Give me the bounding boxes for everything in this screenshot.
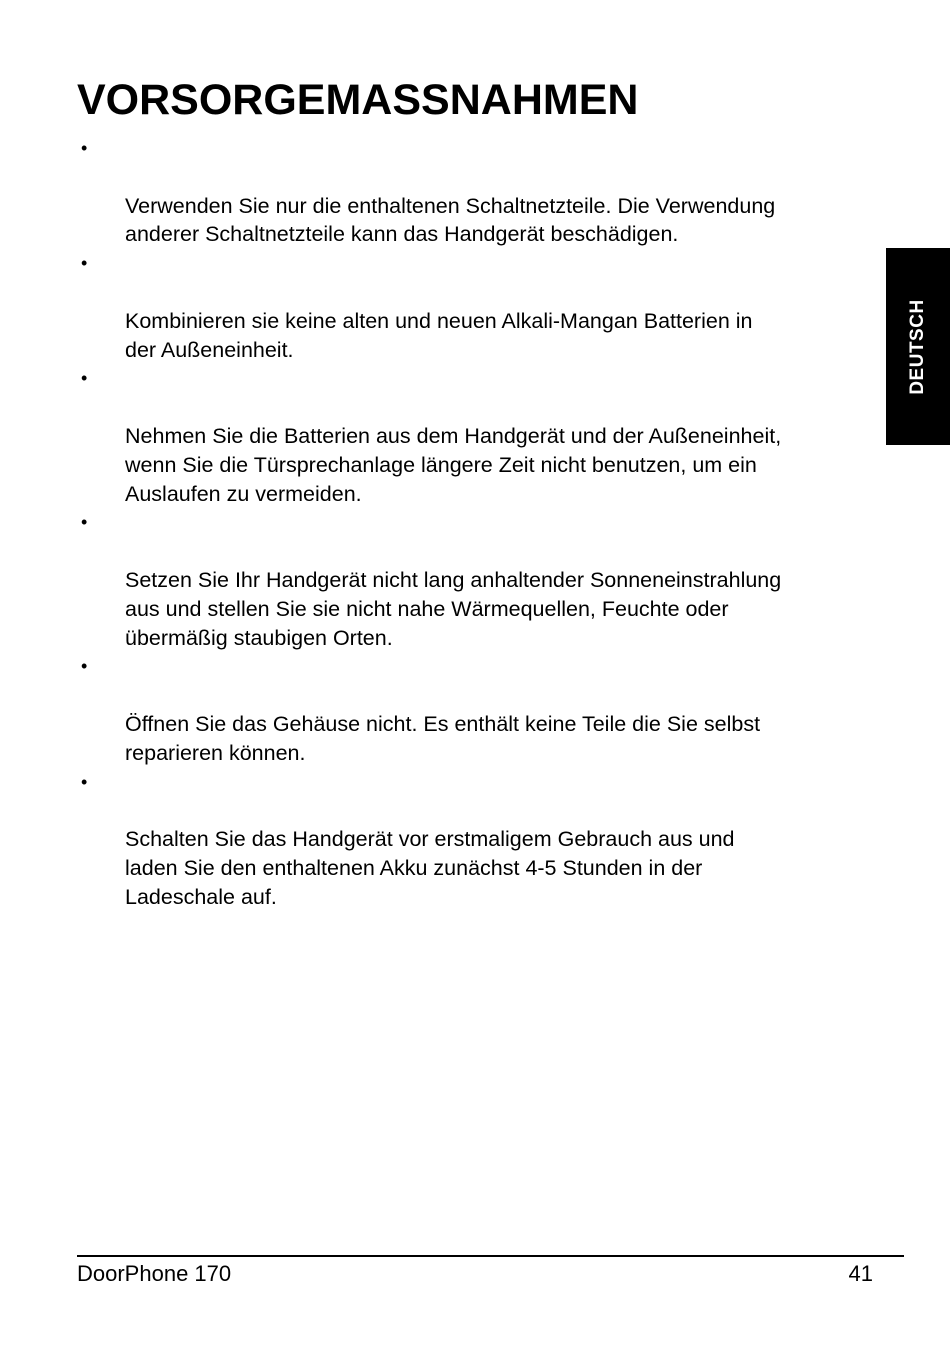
language-tab-label: DEUTSCH bbox=[907, 298, 928, 395]
list-item bbox=[77, 249, 877, 364]
list-item-text: Setzen Sie Ihr Handgerät nicht lang anhaltender Sonneneinstrahlung aus und stellen Sie sie nicht nahe Wärmequellen, Feuchte oder übermäßig staubigen Orten. bbox=[125, 567, 782, 650]
language-tab bbox=[886, 248, 950, 445]
bullet-icon: • bbox=[81, 512, 88, 533]
list-item bbox=[77, 652, 877, 767]
list-item bbox=[77, 134, 877, 249]
precautions-list bbox=[77, 134, 877, 912]
list-item-text: Schalten Sie das Handgerät vor erstmaligem Gebrauch aus und laden Sie den enthaltenen Akku zunächst 4-5 Stunden in der Ladeschale auf. bbox=[125, 827, 735, 909]
bullet-icon: • bbox=[81, 656, 88, 677]
bullet-icon: • bbox=[81, 368, 88, 389]
footer-divider bbox=[77, 1255, 904, 1257]
list-item bbox=[77, 768, 877, 912]
list-item-text: Öffnen Sie das Gehäuse nicht. Es enthält keine Teile die Sie selbst reparieren können. bbox=[125, 711, 761, 765]
bullet-icon: • bbox=[81, 253, 88, 274]
list-item-text: Nehmen Sie die Batterien aus dem Handgerät und der Außeneinheit, wenn Sie die Türsprechanlage längere Zeit nicht benutzen, um ein Auslaufen zu vermeiden. bbox=[125, 423, 782, 506]
list-item bbox=[77, 508, 877, 652]
bullet-icon: • bbox=[81, 771, 88, 792]
page-title: VORSORGEMASSNAHMEN bbox=[77, 76, 639, 124]
list-item bbox=[77, 364, 877, 508]
footer-product-name: DoorPhone 170 bbox=[77, 1261, 232, 1286]
footer-page-number: 41 bbox=[848, 1261, 873, 1286]
bullet-icon: • bbox=[81, 138, 88, 158]
list-item-text: Kombinieren sie keine alten und neuen Alkali-Mangan Batterien in der Außeneinheit. bbox=[125, 308, 753, 362]
list-item-text: Verwenden Sie nur die enthaltenen Schaltnetzteile. Die Verwendung anderer Schaltnetzteile kann das Handgerät beschädigen. bbox=[125, 193, 776, 247]
